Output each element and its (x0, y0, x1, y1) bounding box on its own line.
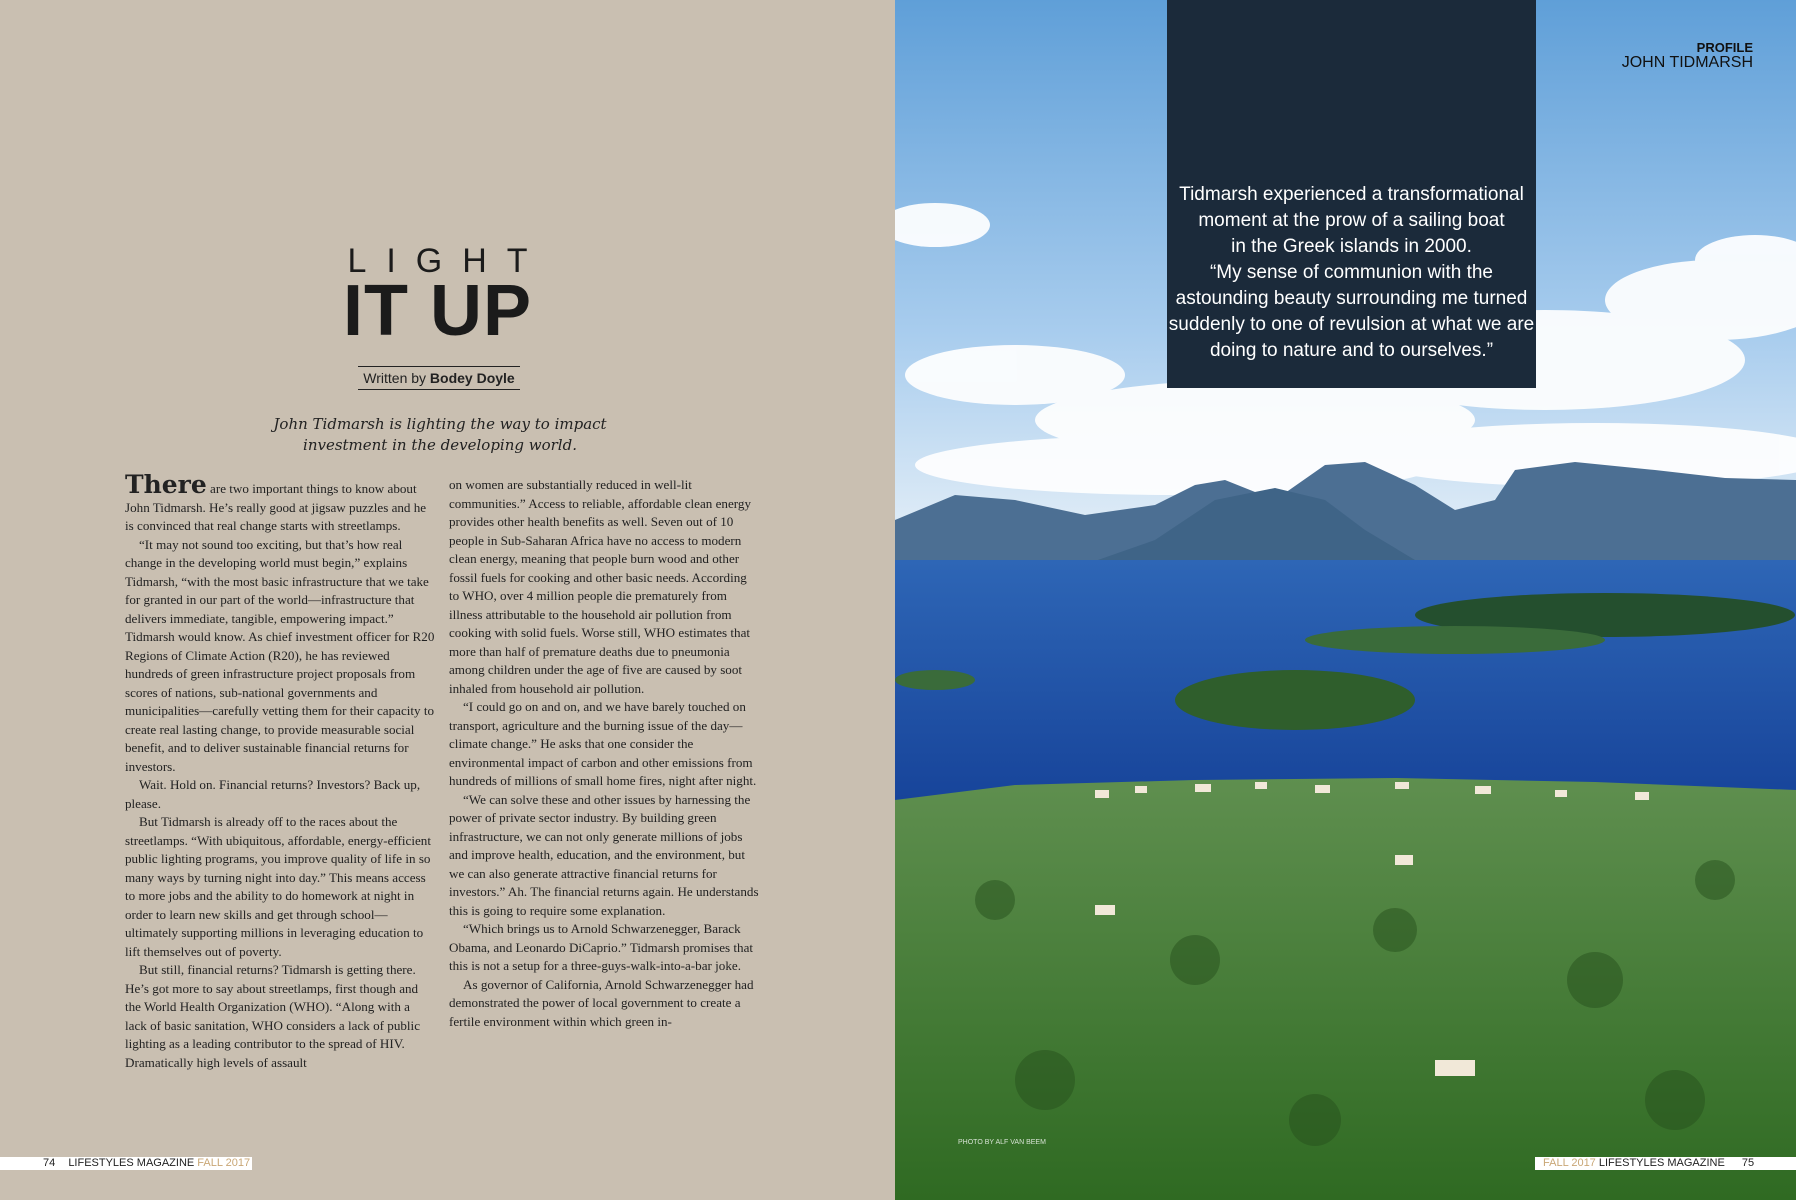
paragraph: “It may not sound too exciting, but that’s how real change in the developing world must begin,” explains Tidmarsh, “with the most basic infrastructure that we take for granted in our part of the world—infrastructure that delivers immediate, tangible, empowering impact.” Tidmarsh would know. As chief investment officer for R20 Regions of Climate Action (R20), he has reviewed hundreds of green infrastructure project proposals from scores of nations, sub-national governments and municipalities—carefully vetting them for their capacity to create real lasting change, to provide measurable social benefit, and to deliver sustainable financial returns for investors. (125, 536, 435, 774)
quote-line: astounding beauty surrounding me turned (1175, 288, 1528, 309)
drop-word: There (125, 470, 207, 499)
paragraph: But Tidmarsh is already off to the races about the streetlamps. “With ubiquitous, affordable, energy-efficient public lighting programs, you improve quality of life in so many ways by turning night into day.” This means access to more jobs and the ability to do homework at night in order to learn new skills and get through school—ultimately supporting millions in leveraging education to lift themselves out of poverty. (125, 814, 431, 959)
quote-line: doing to nature and to ourselves.” (1209, 340, 1494, 361)
section-kicker: PROFILE (1696, 40, 1753, 55)
issue-season: FALL 2017 (1543, 1157, 1596, 1169)
page-number: 75 (1741, 1157, 1755, 1169)
byline (358, 366, 520, 390)
paragraph: “We can solve these and other issues by harnessing the power of private sector industry. By building green infrastructure, we can not only generate millions of jobs and improve health, education, and the environment, but we can also generate attractive financial returns for investors.” Ah. The financial returns again. He understands this is going to require some explanation. (449, 791, 759, 918)
quote-line: Tidmarsh experienced a transformational (1179, 184, 1524, 205)
quote-line: moment at the prow of a sailing boat (1198, 210, 1505, 231)
quote-line: “My sense of communion with the (1209, 262, 1493, 283)
title-it-up: IT UP (342, 271, 532, 351)
island (1175, 670, 1415, 730)
title-light: LIGHT (347, 242, 548, 280)
profile-name: JOHN TIDMARSH (1621, 54, 1753, 71)
page-number: 74 (43, 1157, 56, 1169)
paragraph: As governor of California, Arnold Schwarzenegger had demonstrated the power of local government to create a fertile environment within which green in- (449, 976, 754, 1029)
issue-season: FALL 2017 (197, 1157, 251, 1169)
paragraph: “I could go on and on, and we have barely touched on transport, agriculture and the burning issue of the day—climate change.” He asks that one consider the environmental impact of carbon and other emissions from hundreds of millions of small home fires, night after night. (449, 699, 757, 788)
byline-prefix: Written by (363, 370, 427, 386)
quote-line: in the Greek islands in 2000. (1231, 236, 1472, 257)
dek (260, 414, 620, 456)
hillside (895, 778, 1796, 1200)
pull-quote-box (1167, 0, 1536, 388)
footer-right (1535, 1157, 1796, 1170)
body-column-1 (125, 470, 435, 1072)
left-page (0, 0, 895, 1200)
paragraph: Wait. Hold on. Financial returns? Investors? Back up, please. (125, 777, 421, 811)
body-column-2 (449, 476, 759, 1031)
magazine-name: LIFESTYLES MAGAZINE (1598, 1157, 1725, 1169)
island (895, 670, 975, 690)
dek-line: investment in the developing world. (303, 436, 577, 454)
footer-left (0, 1157, 252, 1170)
paragraph: But still, financial returns? Tidmarsh is getting there. He’s got more to say about streetlamps, first though and the World Health Organization (WHO). “Along with a lack of basic sanitation, WHO considers a lack of public lighting as a leading contributor to the spread of HIV. Dramatically high levels of assault (125, 962, 421, 1070)
paragraph: There are two important things to know about John Tidmarsh. He’s really good at jigsaw puzzles and he is convinced that real change starts with streetlamps. (125, 470, 427, 533)
island (1305, 626, 1605, 654)
magazine-name: LIFESTYLES MAGAZINE (68, 1157, 195, 1169)
photo-credit: PHOTO BY ALF VAN BEEM (958, 1139, 1046, 1146)
section-header (1622, 40, 1753, 71)
byline-author: Bodey Doyle (429, 370, 515, 386)
paragraph: “Which brings us to Arnold Schwarzenegger, Barack Obama, and Leonardo DiCaprio.” Tidmarsh promises that this is not a setup for a three-guys-walk-into-a-bar joke. (449, 921, 754, 973)
quote-line: suddenly to one of revulsion at what we are (1168, 314, 1535, 335)
paragraph: on women are substantially reduced in well-lit communities.” Access to reliable, affordable clean energy provides other health benefits as well. Seven out of 10 people in Sub-Saharan Africa have no access to modern clean energy, meaning that people burn wood and other fossil fuels for cooking and other basic needs. According to WHO, over 4 million people die prematurely from illness attributable to the household air pollution from cooking with solid fuels. Worse still, WHO estimates that more than half of premature deaths due to pneumonia among children under the age of five are caused by soot inhaled from household air pollution. (449, 477, 752, 696)
dek-line: John Tidmarsh is lighting the way to impact (273, 415, 607, 433)
